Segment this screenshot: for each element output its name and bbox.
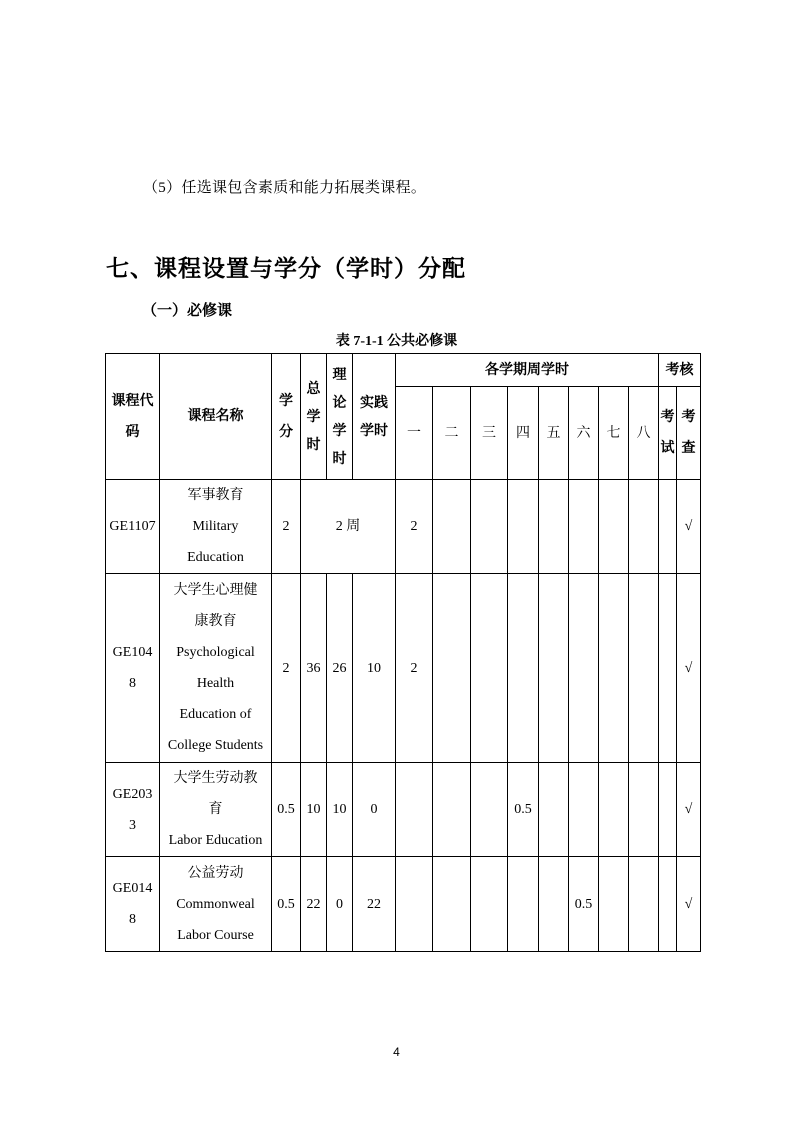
header-semester-8: 八 (629, 387, 659, 480)
semester-cell (539, 480, 569, 574)
semester-cell (433, 480, 471, 574)
semester-cell (629, 857, 659, 952)
semester-cell: 2 (396, 574, 433, 763)
header-theory-hours: 理论学时 (327, 354, 353, 480)
header-exam: 考试 (659, 387, 677, 480)
course-weeks: 2 周 (301, 480, 396, 574)
semester-cell (569, 480, 599, 574)
course-theory-hours: 26 (327, 574, 353, 763)
table-row (106, 574, 701, 763)
course-name (160, 857, 272, 952)
course-credit: 2 (272, 574, 301, 763)
semester-cell (471, 857, 508, 952)
course-credit: 0.5 (272, 857, 301, 952)
header-row-top (106, 354, 701, 387)
semester-cell (396, 857, 433, 952)
course-name-line: Labor Course (177, 927, 254, 943)
header-semester-2: 二 (433, 387, 471, 480)
check-cell: √ (677, 763, 701, 857)
semester-cell (539, 763, 569, 857)
semester-cell (599, 480, 629, 574)
course-name-line: College Students (167, 738, 264, 753)
semester-cell (471, 574, 508, 763)
exam-cell (659, 763, 677, 857)
table-row (106, 480, 701, 574)
course-name-line: Commonweal (176, 896, 255, 912)
semester-cell (629, 574, 659, 763)
semester-cell (433, 763, 471, 857)
course-name (160, 480, 272, 574)
semester-cell (629, 763, 659, 857)
semester-cell (599, 857, 629, 952)
semester-cell: 0.5 (508, 763, 539, 857)
course-practice-hours: 22 (353, 857, 396, 952)
check-cell: √ (677, 480, 701, 574)
header-total-hours: 总学时 (301, 354, 327, 480)
check-cell: √ (677, 574, 701, 763)
exam-cell (659, 574, 677, 763)
course-name-line: Military (192, 519, 239, 534)
course-name (160, 763, 272, 857)
semester-cell: 2 (396, 480, 433, 574)
header-semester-6: 六 (569, 387, 599, 480)
header-semester-1: 一 (396, 387, 433, 480)
table-row (106, 857, 701, 952)
course-code: GE1107 (106, 480, 160, 574)
course-name-line: Health (196, 676, 235, 691)
semester-cell (599, 574, 629, 763)
semester-cell (433, 574, 471, 763)
exam-cell (659, 857, 677, 952)
course-total-hours: 22 (301, 857, 327, 952)
semester-cell (508, 857, 539, 952)
course-theory-hours: 0 (327, 857, 353, 952)
header-assessment: 考核 (659, 354, 701, 387)
header-name: 课程名称 (160, 354, 272, 480)
course-credit: 0.5 (272, 763, 301, 857)
course-code-line: 3 (129, 817, 136, 833)
course-total-hours: 36 (301, 574, 327, 763)
course-theory-hours: 10 (327, 763, 353, 857)
header-credit: 学分 (272, 354, 301, 480)
course-name-line: 育 (208, 802, 223, 817)
header-check: 考查 (677, 387, 701, 480)
section-title: 七、课程设置与学分（学时）分配 (106, 256, 466, 282)
semester-cell (508, 574, 539, 763)
course-code-line: GE014 (112, 881, 153, 896)
semester-cell (396, 763, 433, 857)
course-code-line: 8 (129, 912, 136, 927)
course-name (160, 574, 272, 763)
course-name-line: Education (187, 550, 244, 565)
semester-cell (539, 857, 569, 952)
semester-cell (433, 857, 471, 952)
header-weekly-hours: 各学期周学时 (396, 354, 659, 387)
course-name-line: 大学生心理健 (173, 583, 258, 598)
course-name-line: Psychological (176, 645, 255, 660)
semester-cell (471, 763, 508, 857)
course-code (106, 574, 160, 763)
course-code-line: GE104 (112, 645, 153, 660)
course-table (105, 353, 701, 952)
header-practice-hours: 实践学时 (353, 354, 396, 480)
course-name-line: 军事教育 (187, 488, 244, 503)
header-semester-5: 五 (539, 387, 569, 480)
semester-cell: 0.5 (569, 857, 599, 952)
subsection-title: （一）必修课 (142, 301, 233, 319)
course-code-line: GE203 (112, 786, 153, 802)
check-cell: √ (677, 857, 701, 952)
semester-cell (569, 574, 599, 763)
header-semester-4: 四 (508, 387, 539, 480)
course-name-line: 公益劳动 (187, 865, 244, 881)
table-caption: 表 7-1-1 公共必修课 (335, 334, 458, 349)
table-row (106, 763, 701, 857)
course-name-line: Labor Education (168, 833, 263, 848)
course-code (106, 763, 160, 857)
course-code (106, 857, 160, 952)
semester-cell (629, 480, 659, 574)
note-paragraph: （5）任选课包含素质和能力拓展类课程。 (143, 180, 427, 196)
semester-cell (539, 574, 569, 763)
course-name-line: Education of (179, 707, 252, 722)
semester-cell (569, 763, 599, 857)
exam-cell (659, 480, 677, 574)
header-code: 课程代码 (106, 354, 160, 480)
course-credit: 2 (272, 480, 301, 574)
header-semester-3: 三 (471, 387, 508, 480)
semester-cell (508, 480, 539, 574)
course-code-line: 8 (129, 676, 136, 691)
page-number: 4 (393, 1045, 400, 1059)
course-practice-hours: 0 (353, 763, 396, 857)
course-total-hours: 10 (301, 763, 327, 857)
semester-cell (471, 480, 508, 574)
course-name-line: 康教育 (194, 614, 237, 629)
course-name-line: 大学生劳动教 (173, 771, 258, 786)
semester-cell (599, 763, 629, 857)
course-practice-hours: 10 (353, 574, 396, 763)
header-semester-7: 七 (599, 387, 629, 480)
